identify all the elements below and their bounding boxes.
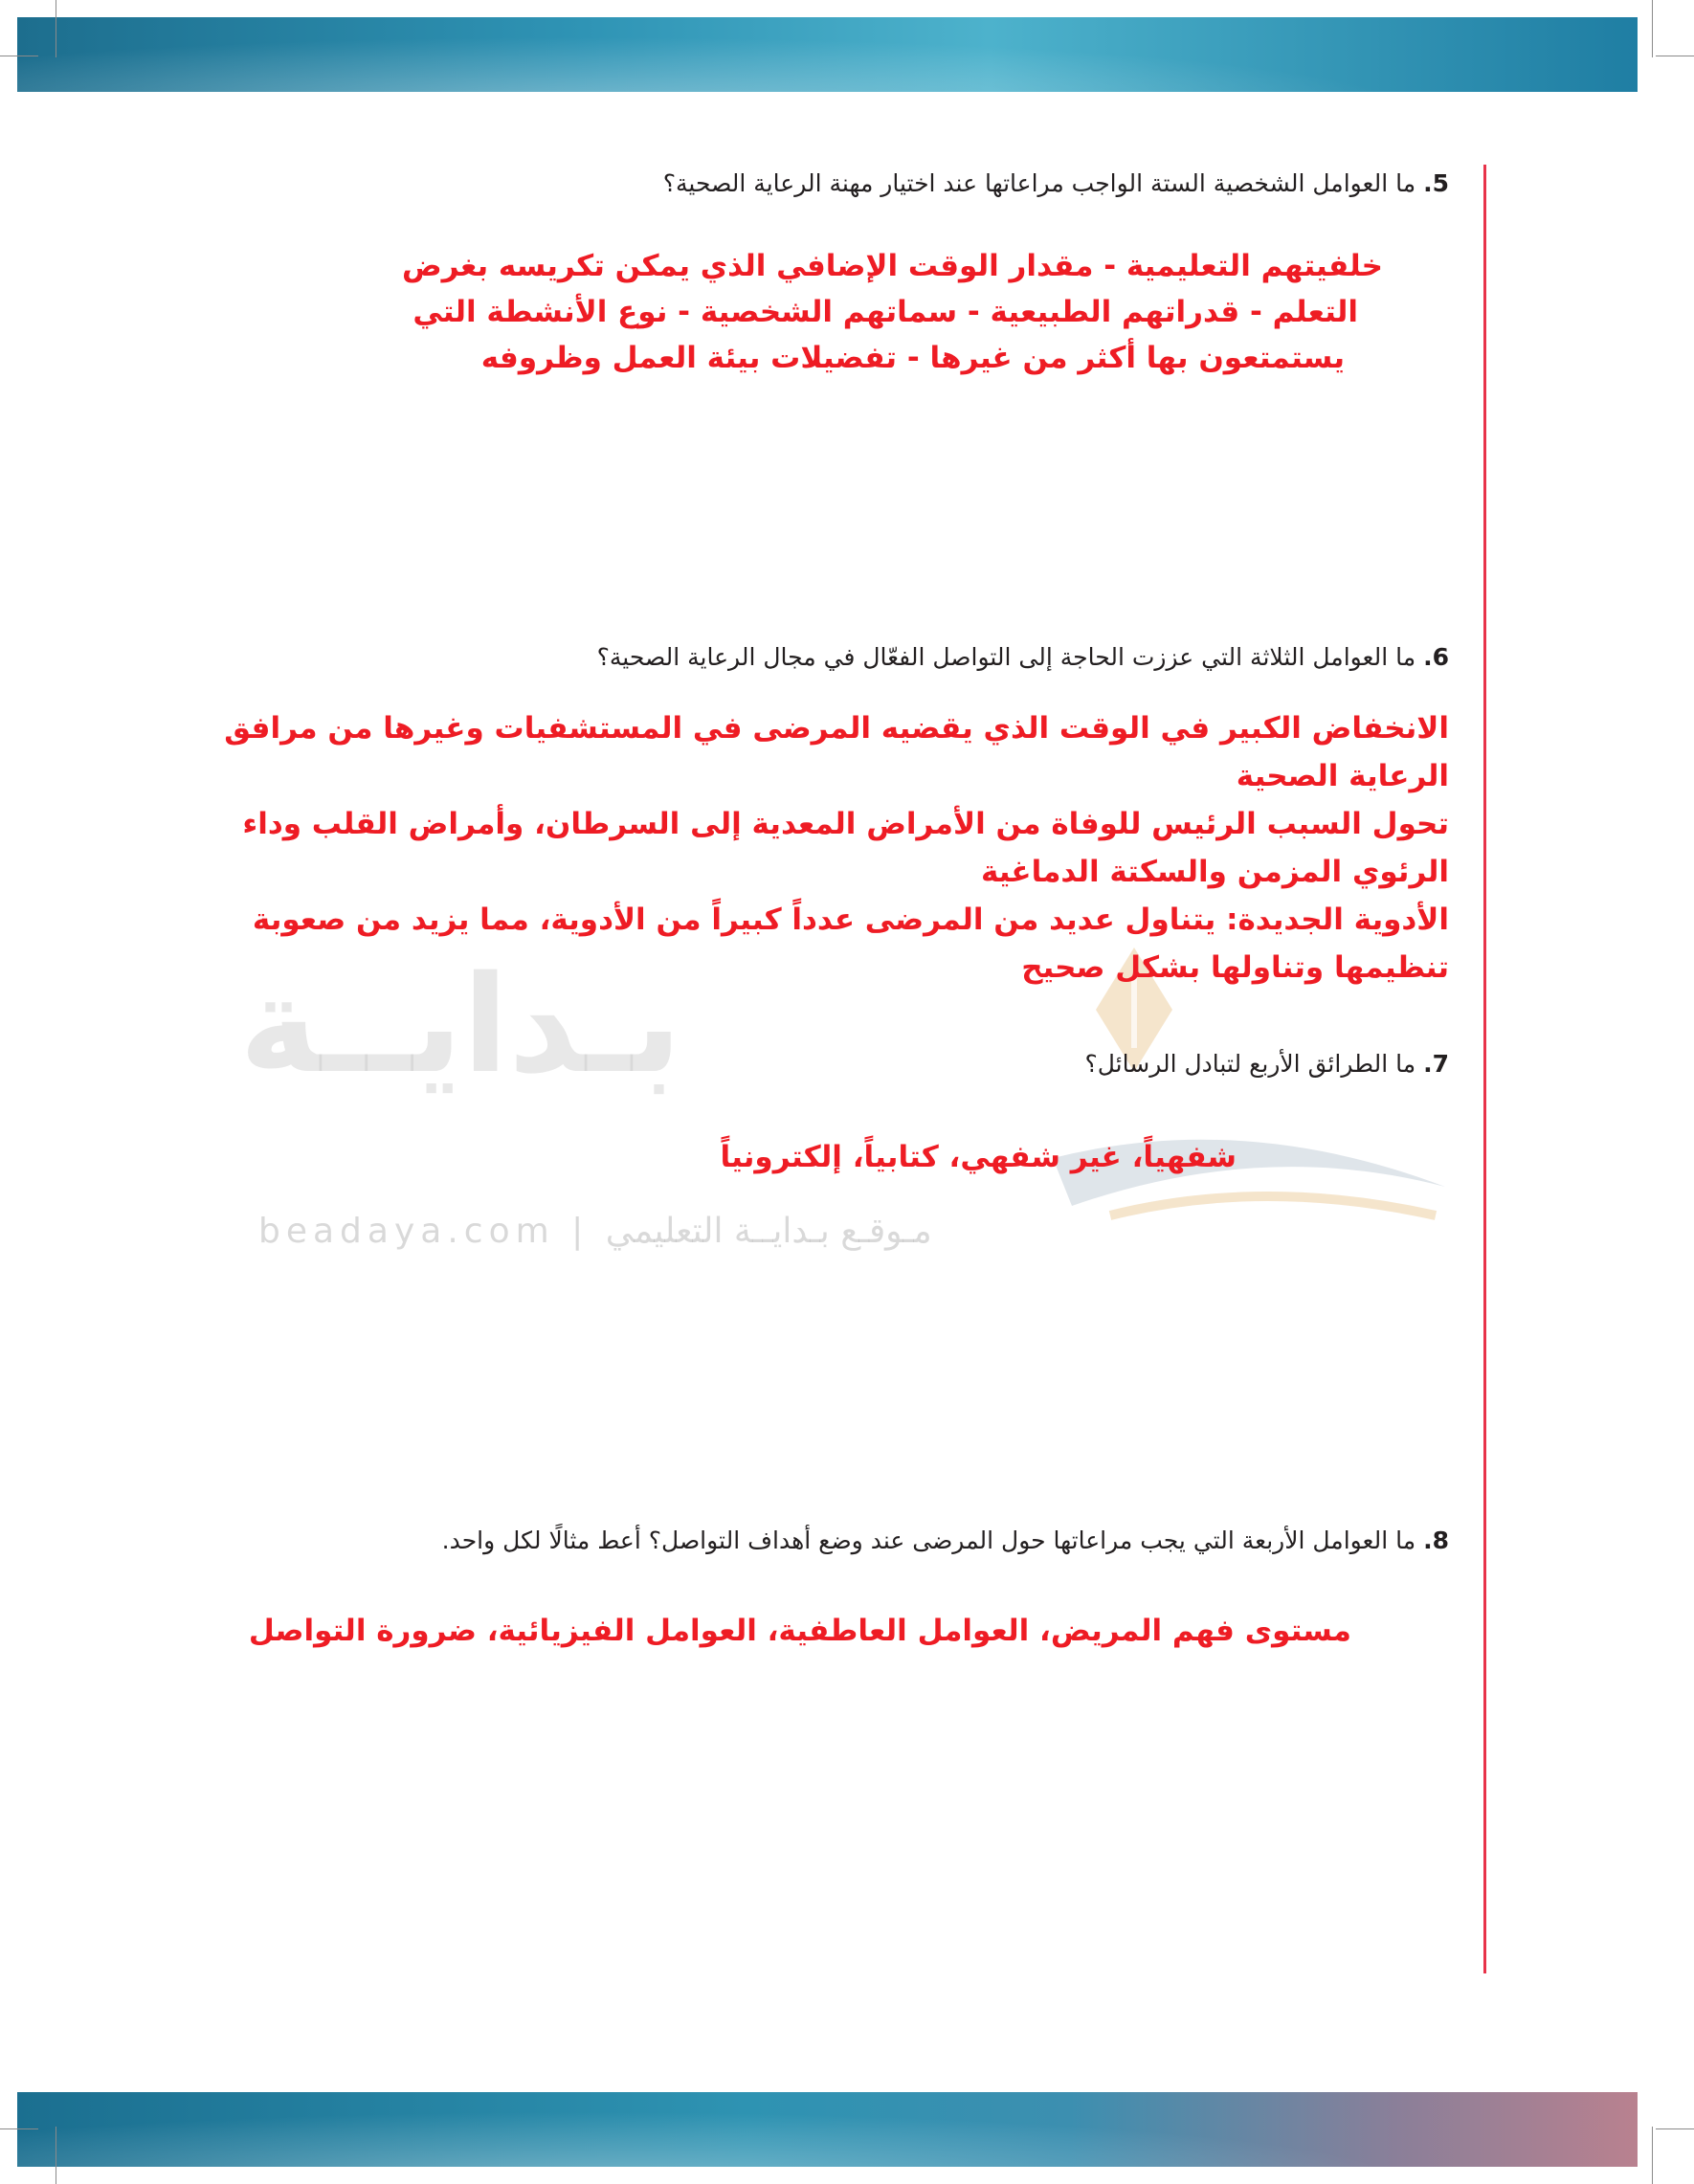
watermark-logo: بـدايــة	[239, 947, 682, 1103]
crop-mark	[1652, 0, 1653, 57]
answer-5: خلفيتهم التعليمية - مقدار الوقت الإضافي الذي يمكن تكريسه بغرض التعلم - قدراتهم الطبيعية - سماتهم الشخصية - نوع الأنشطة التي يستمتعون بها أكثر من غيرها - تفضيلات بيئة العمل وظروفه	[401, 249, 1383, 375]
crop-mark	[0, 2128, 38, 2129]
question-8: 8. ما العوامل الأربعة التي يجب مراعاتها حول المرضى عند وضع أهداف التواصل؟ أعط مثالًا لكل واحد.	[441, 1527, 1449, 1554]
watermark-tagline: beadaya.com | مـوقـع بـدايــة التعليمي	[258, 1212, 932, 1251]
bottom-banner	[17, 2092, 1638, 2167]
question-5: 5. ما العوامل الشخصية الستة الواجب مراعاتها عند اختيار مهنة الرعاية الصحية؟	[662, 169, 1449, 197]
crop-mark	[1656, 2128, 1694, 2129]
crop-mark	[1652, 2127, 1653, 2184]
margin-rule	[1483, 165, 1486, 1973]
answer-7: شفهياً، غير شفهي، كتابياً، إلكترونياً	[720, 1140, 1237, 1174]
answer-8: مستوى فهم المريض، العوامل العاطفية، العوامل الفيزيائية، ضرورة التواصل	[248, 1614, 1351, 1648]
question-6: 6. ما العوامل الثلاثة التي عززت الحاجة إلى التواصل الفعّال في مجال الرعاية الصحية؟	[596, 643, 1449, 671]
top-banner	[17, 17, 1638, 92]
answer-6: الانخفاض الكبير في الوقت الذي يقضيه المرضى في المستشفيات وغيرها من مرافق الرعاية الصحية تحول السبب الرئيس للوفاة من الأمراض المعدية إلى السرطان، وأمراض القلب وداء الرئوي المزمن والسكتة الدماغية الأدوية الجديدة: يتناول عديد من المرضى عدداً كبيراً من الأدوية، مما يزيد من صعوبة تنظيمها وتناولها بشكل صحيح	[224, 711, 1449, 985]
question-7: 7. ما الطرائق الأربع لتبادل الرسائل؟	[1084, 1050, 1449, 1078]
